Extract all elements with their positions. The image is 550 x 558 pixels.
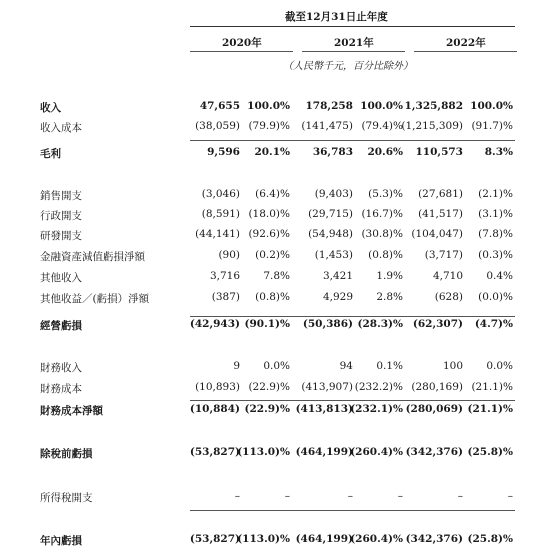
row-label: 其他收益／(虧損）淨額 bbox=[40, 293, 150, 305]
amount-cell: (3,717) bbox=[424, 249, 463, 261]
amount-cell: (628) bbox=[434, 291, 463, 303]
percent-cell: 100.0% bbox=[470, 100, 513, 112]
percent-cell: 7.8% bbox=[263, 270, 290, 282]
amount-cell: (10,884) bbox=[189, 403, 240, 415]
amount-cell: 47,655 bbox=[199, 100, 240, 112]
amount-cell: (387) bbox=[211, 291, 240, 303]
percent-cell: (92.6)% bbox=[248, 228, 290, 240]
amount-cell: (3,046) bbox=[201, 188, 240, 200]
amount-cell: (9,403) bbox=[314, 188, 353, 200]
amount-cell: (464,199) bbox=[295, 446, 353, 458]
amount-cell: (54,948) bbox=[308, 228, 353, 240]
unit-note: （人民幣千元，百分比除外） bbox=[283, 61, 413, 72]
percent-cell: (22.9)% bbox=[244, 403, 290, 415]
row-label: 年內虧損 bbox=[40, 535, 82, 547]
row-label: 財務成本淨額 bbox=[40, 405, 103, 417]
percent-cell: (79.4)% bbox=[361, 120, 403, 132]
percent-cell: 0.0% bbox=[263, 360, 290, 372]
row-label: 所得稅開支 bbox=[40, 492, 93, 504]
amount-cell: 110,573 bbox=[415, 146, 463, 158]
percent-cell: (113.0)% bbox=[237, 446, 290, 458]
amount-cell: 4,710 bbox=[432, 270, 463, 282]
amount-cell: (53,827) bbox=[189, 533, 240, 545]
percent-cell: (260.4)% bbox=[350, 533, 403, 545]
amount-cell: (413,813) bbox=[295, 403, 353, 415]
percent-cell: 100.0% bbox=[247, 100, 290, 112]
row-label: 財務成本 bbox=[40, 383, 82, 395]
percent-cell: (90.1)% bbox=[244, 318, 290, 330]
rule-above-operating-loss bbox=[190, 316, 515, 317]
percent-cell: (79.9)% bbox=[248, 120, 290, 132]
rule-above-gross-profit bbox=[190, 140, 515, 141]
year-2022: 2022年 bbox=[446, 37, 486, 49]
amount-cell: (342,376) bbox=[405, 533, 463, 545]
row-label: 收入 bbox=[40, 102, 61, 114]
percent-cell: (0.2)% bbox=[255, 249, 290, 261]
percent-cell: 1.9% bbox=[376, 270, 403, 282]
percent-cell: (232.2)% bbox=[354, 381, 403, 393]
row-label: 金融資產減值虧損淨額 bbox=[40, 251, 145, 263]
row-label: 收入成本 bbox=[40, 122, 82, 134]
year-2020: 2020年 bbox=[222, 37, 262, 49]
amount-cell: (104,047) bbox=[411, 228, 463, 240]
percent-cell: (0.3)% bbox=[478, 249, 513, 261]
percent-cell: (0.0)% bbox=[478, 291, 513, 303]
amount-cell: – bbox=[457, 490, 463, 502]
amount-cell: (1,215,309) bbox=[401, 120, 463, 132]
percent-cell: (4.7)% bbox=[474, 318, 513, 330]
amount-cell: (53,827) bbox=[189, 446, 240, 458]
percent-cell: – bbox=[397, 490, 403, 502]
percent-cell: (0.8)% bbox=[255, 291, 290, 303]
row-label: 其他收入 bbox=[40, 272, 82, 284]
amount-cell: 4,929 bbox=[322, 291, 353, 303]
percent-cell: (16.7)% bbox=[361, 208, 403, 220]
percent-cell: (25.8)% bbox=[467, 446, 513, 458]
amount-cell: 100 bbox=[442, 360, 463, 372]
amount-cell: (27,681) bbox=[418, 188, 463, 200]
percent-cell: (6.4)% bbox=[255, 188, 290, 200]
amount-cell: – bbox=[347, 490, 353, 502]
percent-cell: 8.3% bbox=[484, 146, 513, 158]
percent-cell: 100.0% bbox=[360, 100, 403, 112]
row-label: 行政開支 bbox=[40, 210, 82, 222]
amount-cell: 178,258 bbox=[305, 100, 353, 112]
amount-cell: (90) bbox=[218, 249, 240, 261]
amount-cell: – bbox=[234, 490, 240, 502]
amount-cell: (342,376) bbox=[405, 446, 463, 458]
percent-cell: 0.1% bbox=[376, 360, 403, 372]
row-label: 銷售開支 bbox=[40, 190, 82, 202]
amount-cell: (42,943) bbox=[189, 318, 240, 330]
row-label: 毛利 bbox=[40, 148, 61, 160]
rule-above-loss-for-year bbox=[190, 510, 515, 511]
rule-above-net-finance-cost bbox=[190, 400, 515, 401]
percent-cell: 0.0% bbox=[486, 360, 513, 372]
amount-cell: (141,475) bbox=[301, 120, 353, 132]
percent-cell: (91.7)% bbox=[471, 120, 513, 132]
percent-cell: – bbox=[507, 490, 513, 502]
percent-cell: 20.1% bbox=[254, 146, 290, 158]
percent-cell: (28.3)% bbox=[357, 318, 403, 330]
amount-cell: (280,169) bbox=[411, 381, 463, 393]
percent-cell: (0.8)% bbox=[368, 249, 403, 261]
percent-cell: (21.1)% bbox=[467, 403, 513, 415]
percent-cell: 20.6% bbox=[367, 146, 403, 158]
percent-cell: (5.3)% bbox=[368, 188, 403, 200]
period-title: 截至12月31日止年度 bbox=[285, 11, 388, 23]
amount-cell: (44,141) bbox=[195, 228, 240, 240]
amount-cell: (413,907) bbox=[301, 381, 353, 393]
amount-cell: (464,199) bbox=[295, 533, 353, 545]
percent-cell: (260.4)% bbox=[350, 446, 403, 458]
percent-cell: 0.4% bbox=[486, 270, 513, 282]
percent-cell: (30.8)% bbox=[361, 228, 403, 240]
row-label: 除稅前虧損 bbox=[40, 448, 93, 460]
amount-cell: (10,893) bbox=[195, 381, 240, 393]
amount-cell: (62,307) bbox=[412, 318, 463, 330]
percent-cell: (22.9)% bbox=[248, 381, 290, 393]
year-rule-2021 bbox=[302, 51, 405, 52]
amount-cell: 94 bbox=[339, 360, 353, 372]
row-label: 財務收入 bbox=[40, 362, 82, 374]
year-rule-2022 bbox=[414, 51, 517, 52]
amount-cell: 3,421 bbox=[322, 270, 353, 282]
header-rule-top bbox=[190, 26, 515, 27]
percent-cell: (7.8)% bbox=[478, 228, 513, 240]
amount-cell: 9,596 bbox=[207, 146, 240, 158]
amount-cell: 36,783 bbox=[312, 146, 353, 158]
percent-cell: (18.0)% bbox=[248, 208, 290, 220]
amount-cell: (280,069) bbox=[405, 403, 463, 415]
amount-cell: 9 bbox=[233, 360, 240, 372]
amount-cell: (8,591) bbox=[201, 208, 240, 220]
amount-cell: (1,453) bbox=[314, 249, 353, 261]
percent-cell: (113.0)% bbox=[237, 533, 290, 545]
percent-cell: (3.1)% bbox=[478, 208, 513, 220]
row-label: 研發開支 bbox=[40, 230, 82, 242]
row-label: 經營虧損 bbox=[40, 320, 82, 332]
amount-cell: (29,715) bbox=[308, 208, 353, 220]
percent-cell: (25.8)% bbox=[467, 533, 513, 545]
year-2021: 2021年 bbox=[334, 37, 374, 49]
amount-cell: 1,325,882 bbox=[404, 100, 463, 112]
percent-cell: (21.1)% bbox=[471, 381, 513, 393]
amount-cell: (38,059) bbox=[195, 120, 240, 132]
year-rule-2020 bbox=[190, 51, 293, 52]
percent-cell: (232.1)% bbox=[350, 403, 403, 415]
amount-cell: (50,386) bbox=[302, 318, 353, 330]
percent-cell: (2.1)% bbox=[478, 188, 513, 200]
amount-cell: (41,517) bbox=[418, 208, 463, 220]
percent-cell: 2.8% bbox=[376, 291, 403, 303]
percent-cell: – bbox=[284, 490, 290, 502]
amount-cell: 3,716 bbox=[209, 270, 240, 282]
